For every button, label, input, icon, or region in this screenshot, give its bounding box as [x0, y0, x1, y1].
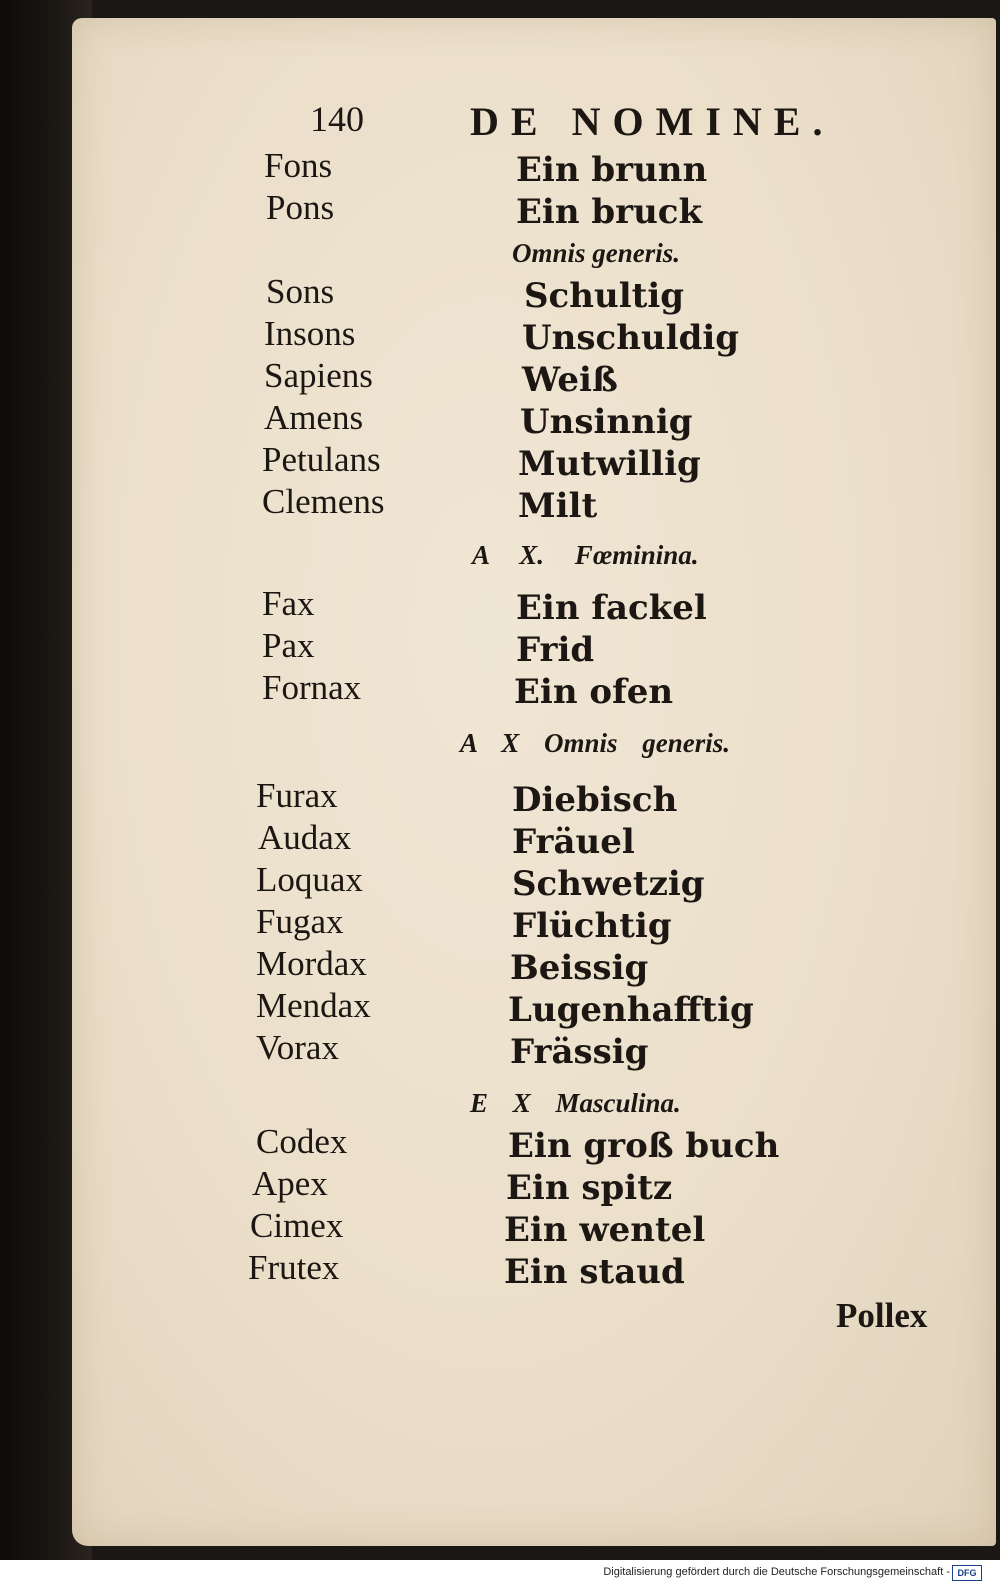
latin-word: Amens — [264, 398, 364, 437]
latin-word: Pons — [266, 188, 335, 227]
german-gloss: Weiß — [522, 360, 618, 400]
section-header: Omnis generis. — [512, 238, 681, 268]
german-gloss: Flüchtig — [512, 906, 672, 946]
german-gloss: Milt — [518, 486, 598, 526]
latin-word: Fons — [264, 146, 333, 185]
german-gloss: Ein fackel — [516, 588, 707, 628]
latin-word: Mordax — [256, 944, 367, 983]
german-gloss: Frässig — [510, 1032, 649, 1072]
latin-word: Sons — [266, 272, 335, 311]
latin-word: Pax — [262, 626, 315, 665]
german-gloss: Mutwillig — [518, 444, 701, 484]
german-gloss: Frid — [516, 630, 595, 670]
german-gloss: Ein staud — [504, 1252, 685, 1292]
latin-word: Cimex — [250, 1206, 344, 1245]
running-title: DE NOMINE. — [470, 99, 835, 144]
german-gloss: Schwetzig — [512, 864, 705, 904]
latin-word: Insons — [264, 314, 356, 353]
latin-word: Furax — [256, 776, 338, 815]
latin-word: Apex — [252, 1164, 328, 1203]
latin-word: Petulans — [262, 440, 381, 479]
latin-word: Fornax — [262, 668, 362, 707]
german-gloss: Ein wentel — [504, 1210, 706, 1250]
german-gloss: Diebisch — [512, 780, 678, 820]
section-header: A X. Fœminina. — [472, 540, 699, 570]
german-gloss: Lugenhafftig — [508, 990, 754, 1030]
german-gloss: Unsinnig — [520, 402, 693, 442]
catchword: Pollex — [836, 1296, 928, 1335]
german-gloss: Ein groß buch — [508, 1126, 780, 1166]
latin-word: Clemens — [262, 482, 385, 521]
german-gloss: Unschuldig — [522, 318, 740, 358]
german-gloss: Ein brunn — [516, 150, 708, 190]
footer-bar — [0, 1560, 1000, 1588]
section-header: A X Omnis generis. — [460, 728, 731, 758]
latin-word: Fugax — [256, 902, 344, 941]
latin-word: Loquax — [256, 860, 363, 899]
latin-word: Vorax — [256, 1028, 339, 1067]
latin-word: Mendax — [256, 986, 371, 1025]
latin-word: Audax — [258, 818, 352, 857]
dfg-logo: DFG — [952, 1565, 982, 1581]
funding-credit: Digitalisierung gefördert durch die Deutsche Forschungsgemeinschaft - — [603, 1566, 950, 1578]
german-gloss: Fräuel — [512, 822, 635, 862]
latin-word: Fax — [262, 584, 315, 623]
latin-word: Sapiens — [264, 356, 373, 395]
page-number: 140 — [310, 99, 364, 139]
section-header: E X Masculina. — [470, 1088, 681, 1118]
latin-word: Frutex — [248, 1248, 340, 1287]
german-gloss: Ein spitz — [506, 1168, 673, 1208]
latin-word: Codex — [256, 1122, 348, 1161]
german-gloss: Ein bruck — [516, 192, 703, 232]
german-gloss: Beissig — [510, 948, 649, 988]
german-gloss: Schultig — [524, 276, 685, 316]
german-gloss: Ein ofen — [514, 672, 674, 712]
